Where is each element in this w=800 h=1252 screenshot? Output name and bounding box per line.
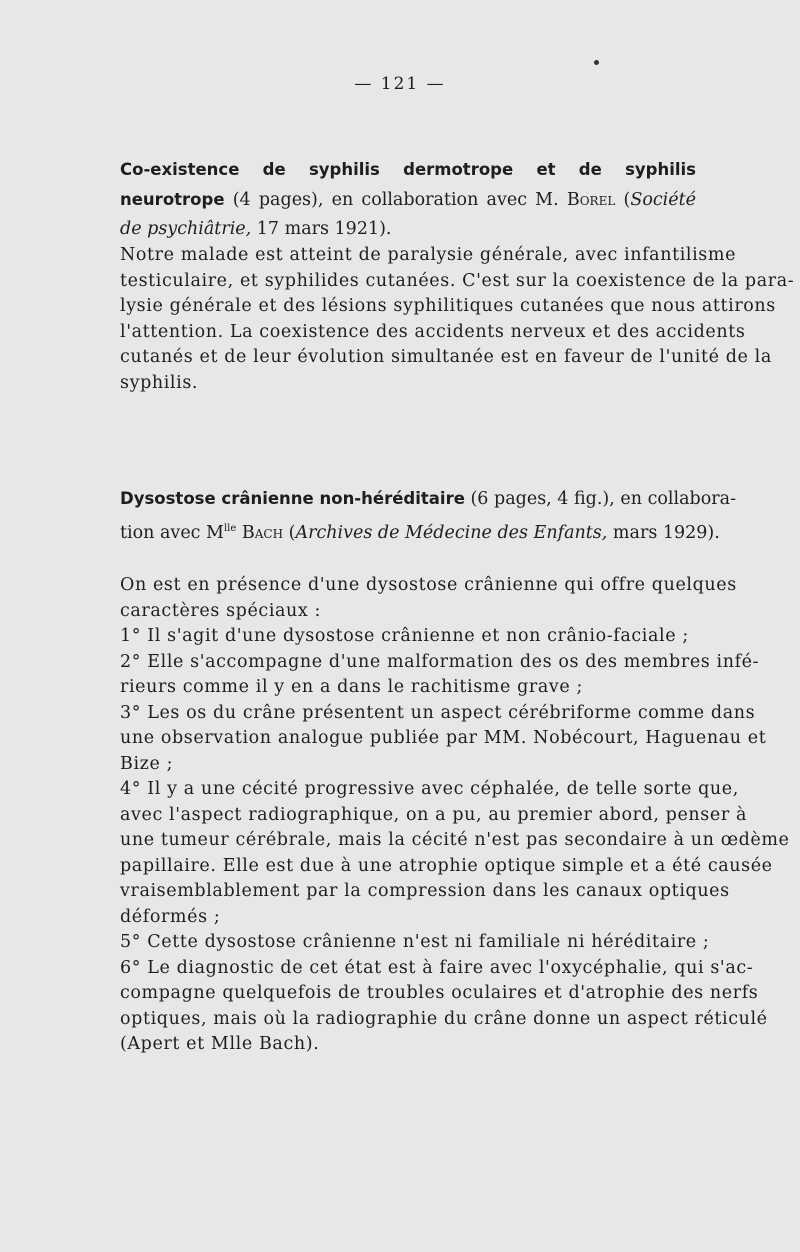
- body-line: une observation analogue publiée par MM. Nobécourt, Haguenau et: [120, 728, 767, 748]
- paragraph-line: cutanés et de leur évolution simultanée est en faveur de l'unité de la: [120, 347, 772, 367]
- section1-title: Co-existence de syphilis dermotrope et de syphilis neurotrope: [120, 160, 696, 209]
- page-number: — 121 —: [354, 74, 446, 94]
- section1-heading: [120, 155, 696, 244]
- paragraph-line: lysie générale et des lésions syphilitiques cutanées que nous attirons: [120, 296, 776, 316]
- section1-paren: (: [615, 190, 631, 210]
- body-line: déformés ;: [120, 906, 221, 927]
- section1-author: Borel: [566, 190, 616, 210]
- ink-speck: [594, 60, 599, 65]
- paragraph-line: Notre malade est atteint de paralysie générale, avec infantilisme: [120, 245, 737, 265]
- list-item-6: 6° Le diagnostic de cet état est à faire avec l'oxycéphalie, qui s'ac-: [120, 957, 754, 978]
- list-item-3: 3° Les os du crâne présentent un aspect cérébriforme comme dans: [120, 702, 756, 723]
- paragraph-line: l'attention. La coexistence des accidents nerveux et des accidents: [120, 321, 746, 342]
- list-item-1: 1° Il s'agit d'une dysostose crânienne et non crânio-faciale ;: [120, 626, 689, 646]
- section2-author: Bach: [236, 522, 284, 543]
- section2-meta-after: mars 1929).: [607, 522, 720, 543]
- list-item-2: 2° Elle s'accompagne d'une malformation des os des membres infé-: [120, 651, 760, 672]
- body-line: optiques, mais où la radiographie du crâne donne un aspect réticulé: [120, 1008, 768, 1029]
- body-line: On est en présence d'une dysostose crânienne qui offre quelques: [120, 575, 737, 595]
- list-item-4: 4° Il y a une cécité progressive avec céphalée, de telle sorte que,: [120, 779, 739, 799]
- section2-paren: (: [283, 522, 296, 543]
- paragraph-line: testiculaire, et syphilides cutanées. C'est sur la coexistence de la para-: [120, 270, 795, 291]
- body-line: avec l'aspect radiographique, on a pu, au premier abord, penser à: [120, 804, 748, 825]
- body-line: caractères spéciaux :: [120, 600, 322, 621]
- list-item-5: 5° Cette dysostose crânienne n'est ni familiale ni héréditaire ;: [120, 932, 710, 952]
- section2-title: Dysostose crânienne non-héréditaire: [120, 489, 465, 508]
- paragraph-line: syphilis.: [120, 372, 199, 393]
- section2-heading: [120, 484, 736, 548]
- section1-meta-after: 17 mars 1921).: [251, 219, 392, 239]
- section2-meta-line2: tion avec M: [120, 522, 224, 543]
- body-line: compagne quelquefois de troubles oculaires et d'atrophie des nerfs: [120, 983, 759, 1003]
- section2-mlle: lle: [223, 523, 237, 534]
- body-line: (Apert et Mlle Bach).: [120, 1034, 320, 1054]
- section2-meta-before: (6 pages, 4 fig.), en collabora-: [464, 489, 736, 509]
- section1-meta-before: (4 pages), en collaboration avec M.: [224, 190, 567, 210]
- section2-journal: Archives de Médecine des Enfants,: [295, 522, 608, 543]
- body-line: Bize ;: [120, 753, 174, 774]
- section1-journal: Société de psychiâtrie,: [120, 190, 696, 239]
- body-line: papillaire. Elle est due à une atrophie optique simple et a été causée: [120, 855, 773, 876]
- body-line: vraisemblablement par la compression dans les canaux optiques: [120, 881, 730, 901]
- body-line: rieurs comme il y en a dans le rachitisme grave ;: [120, 677, 583, 697]
- body-line: une tumeur cérébrale, mais la cécité n'est pas secondaire à un œdème: [120, 830, 790, 850]
- section2-body: [120, 573, 790, 1058]
- section1-paragraph: [120, 243, 795, 396]
